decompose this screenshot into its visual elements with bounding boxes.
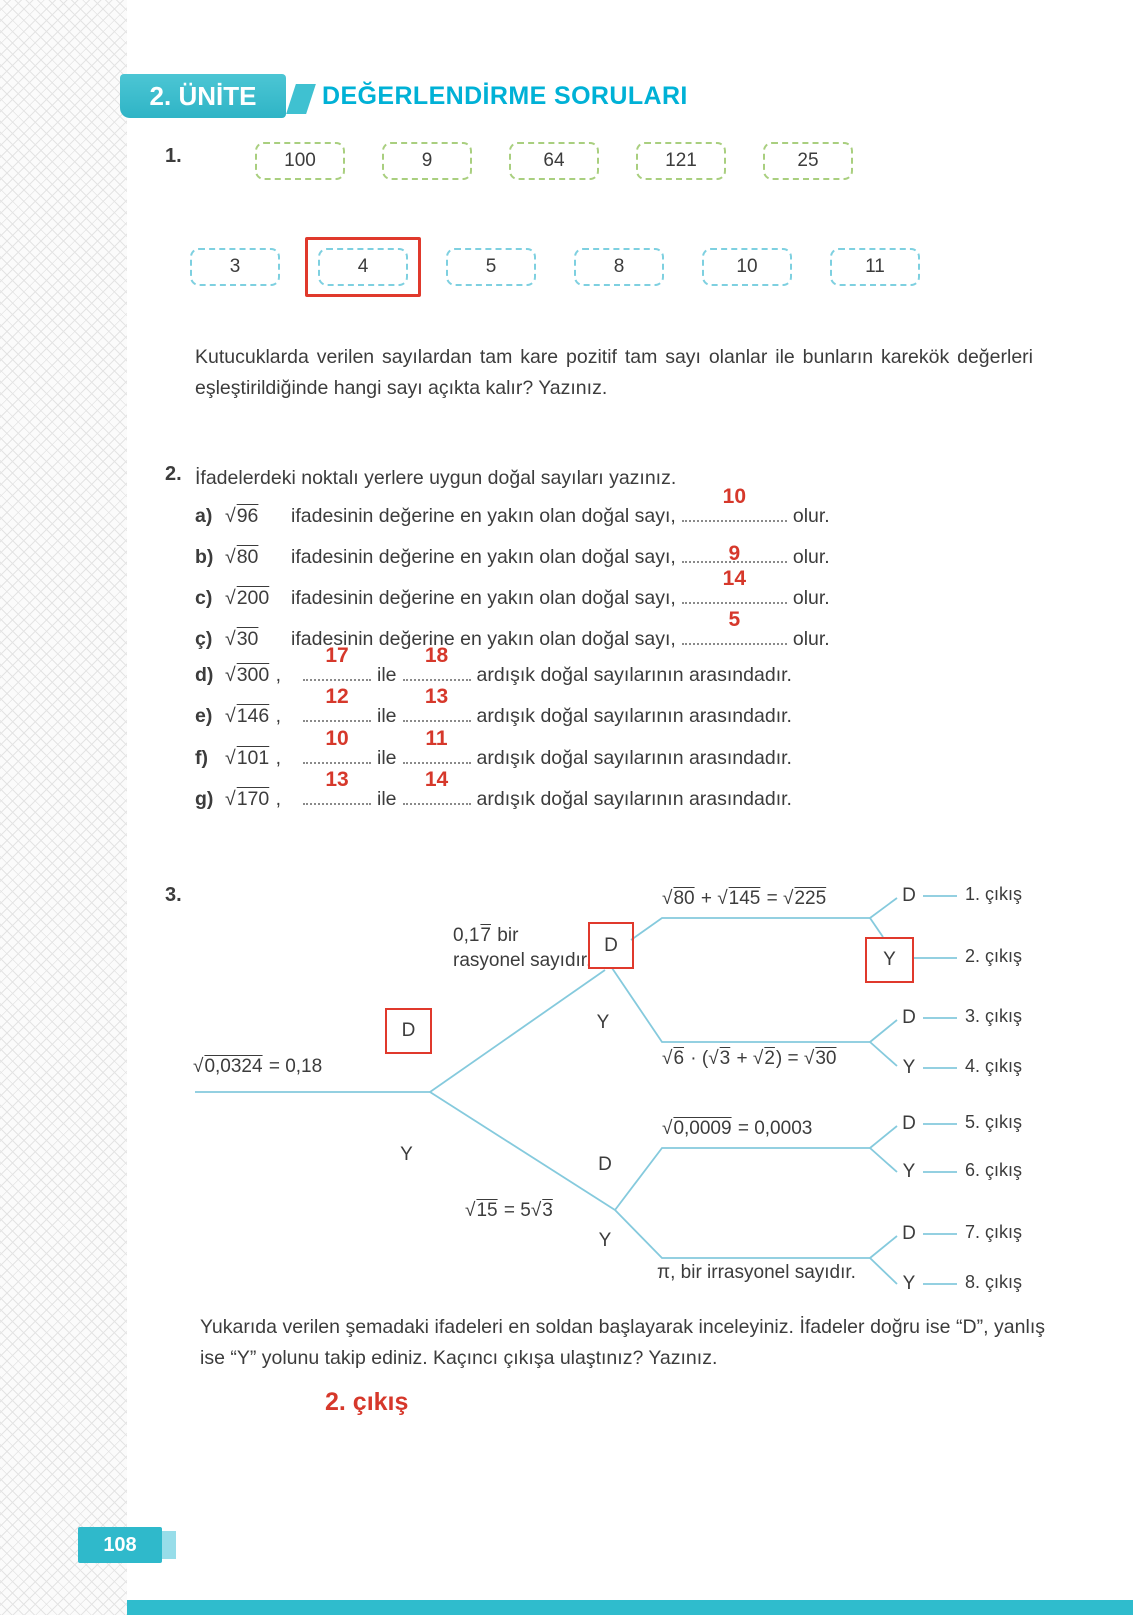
q1-row1 <box>255 142 853 180</box>
sqrt-expression: √30 <box>225 628 259 650</box>
sqrt-expression: √101 , <box>225 747 282 769</box>
handwritten-answer: 13 <box>325 768 349 791</box>
number-box: 3 <box>190 248 280 286</box>
sqrt-expression: √96 <box>225 505 259 527</box>
q2-item-f <box>195 727 792 770</box>
tree-start-expression: √0,0324 = 0,18 <box>193 1056 323 1077</box>
unit-badge: 2. ÜNİTE <box>120 74 286 118</box>
statement-line2: rasyonel sayıdır. <box>453 950 592 971</box>
leaf-y-6: Y <box>902 1161 916 1182</box>
answer-blank <box>303 768 371 805</box>
handwritten-answer: 14 <box>722 567 747 590</box>
q3-text: Yukarıda verilen şemadaki ifadeleri en soldan başlayarak inceleyiniz. İfadeler doğru ise “D”, yanlış ise “Y” yolunu takip ediniz. Kaçıncı çıkışa ulaştınız? Yazınız. <box>200 1316 1045 1369</box>
item-letter: b) <box>195 546 214 568</box>
answer-blank <box>403 727 471 764</box>
handwritten-answer: 11 <box>425 727 448 750</box>
number-box: 64 <box>509 142 599 180</box>
exit-label-3: 3. çıkış <box>965 1006 1023 1026</box>
leaf-y-2: Y <box>865 937 914 983</box>
tree-node-d2: D <box>588 922 634 969</box>
answer-blank <box>303 685 371 722</box>
item-letter: ç) <box>195 628 213 650</box>
crosshatch-margin <box>0 0 127 1615</box>
q1-number: 1. <box>165 145 182 167</box>
ile-text: ile <box>377 747 397 769</box>
handwritten-answer: 9 <box>728 542 741 565</box>
item-letter: d) <box>195 664 214 686</box>
answer-blank <box>682 485 787 522</box>
item-end: olur. <box>792 587 830 609</box>
exit-label-7: 7. çıkış <box>965 1222 1023 1242</box>
tree-bottom-statement: √15 = 5√3 <box>465 1200 553 1221</box>
answer-blank <box>403 768 471 805</box>
q2-item-e <box>195 685 792 728</box>
exit-label-1: 1. çıkış <box>965 884 1023 904</box>
sqrt-expression: √300 , <box>225 664 282 686</box>
leaf-y-8: Y <box>902 1273 916 1294</box>
item-letter: e) <box>195 705 213 727</box>
item-letter: c) <box>195 587 213 609</box>
q2-item-g <box>195 768 792 811</box>
page-title: DEĞERLENDİRME SORULARI <box>322 82 688 110</box>
sqrt-expression: √200 <box>225 587 270 609</box>
tree-node-y3: Y <box>598 1230 612 1251</box>
item-end: olur. <box>792 628 830 650</box>
sqrt-expression: √80 <box>225 546 259 568</box>
decision-tree-diagram <box>165 880 1065 1325</box>
tree-node-d3: D <box>598 1154 612 1175</box>
handwritten-answer: 10 <box>722 485 747 508</box>
number-box: 121 <box>636 142 726 180</box>
sqrt-expression: √170 , <box>225 788 282 810</box>
q2-item-c <box>195 567 830 610</box>
item-end: ardışık doğal sayılarının arasındadır. <box>476 747 792 769</box>
tree-expression-t1: √80 + √145 = √225 <box>662 888 827 909</box>
ile-text: ile <box>377 788 397 810</box>
exit-label-4: 4. çıkış <box>965 1056 1023 1076</box>
exit-label-2: 2. çıkış <box>965 946 1023 966</box>
item-end: ardışık doğal sayılarının arasındadır. <box>476 788 792 810</box>
answer-blank <box>303 727 371 764</box>
bottom-accent-bar <box>127 1600 1133 1615</box>
item-letter: f) <box>195 747 208 769</box>
item-letter: g) <box>195 788 214 810</box>
handwritten-answer: 13 <box>424 685 449 708</box>
handwritten-answer: 17 <box>325 644 349 667</box>
number-box: 8 <box>574 248 664 286</box>
number-box: 10 <box>702 248 792 286</box>
item-end: olur. <box>792 546 830 568</box>
tree-expression-b2: π, bir irrasyonel sayıdır. <box>657 1262 856 1283</box>
q2-item-a <box>195 485 830 528</box>
handwritten-answer: 18 <box>424 644 449 667</box>
number-box: 11 <box>830 248 920 286</box>
leaf-d-3: D <box>902 1007 916 1028</box>
q3-number: 3. <box>165 884 182 906</box>
leaf-d-5: D <box>902 1113 916 1134</box>
q1-row2 <box>190 248 920 286</box>
answer-blank <box>682 608 787 645</box>
item-text: ifadesinin değerine en yakın olan doğal sayı, <box>291 546 676 568</box>
answer-blank <box>403 685 471 722</box>
item-end: ardışık doğal sayılarının arasındadır. <box>476 705 792 727</box>
answer-blank <box>303 644 371 681</box>
leaf-y-4: Y <box>902 1057 916 1078</box>
exit-label-5: 5. çıkış <box>965 1112 1023 1132</box>
leaf-d-1: D <box>902 885 916 906</box>
q1-text: Kutucuklarda verilen sayılardan tam kare pozitif tam sayı olanlar ile bunların karekök değerleri eşleştirildiğinde hangi sayı açıkta kalır? Yazınız. <box>195 346 1033 399</box>
q3-handwritten-answer: 2. çıkış <box>325 1388 409 1416</box>
item-letter: a) <box>195 505 213 527</box>
answer-blank <box>403 644 471 681</box>
answer-blank <box>682 567 787 604</box>
number-box: 9 <box>382 142 472 180</box>
sqrt-expression: √146 , <box>225 705 282 727</box>
number-box: 5 <box>446 248 536 286</box>
handwritten-answer: 5 <box>728 608 741 631</box>
page-number: 108 <box>78 1527 162 1563</box>
item-text: ifadesinin değerine en yakın olan doğal sayı, <box>291 505 676 527</box>
item-text: ifadesinin değerine en yakın olan doğal sayı, <box>291 587 676 609</box>
item-end: olur. <box>792 505 830 527</box>
handwritten-answer: 14 <box>424 768 449 791</box>
answer-blank <box>682 542 787 565</box>
tree-top-statement <box>453 923 591 973</box>
ile-text: ile <box>377 664 397 686</box>
q2-item-b <box>195 542 830 569</box>
q2-item-d <box>195 644 792 687</box>
ile-text: ile <box>377 705 397 727</box>
statement-line1: 0,17 bir <box>453 925 519 946</box>
tree-node-y-main: Y <box>400 1144 413 1165</box>
number-box: 4 <box>318 248 408 286</box>
answer-highlight-box <box>318 248 408 286</box>
q2-item-c2 <box>195 608 830 651</box>
leaf-d-7: D <box>902 1223 916 1244</box>
tree-node-y2: Y <box>596 1012 610 1033</box>
exit-label-8: 8. çıkış <box>965 1272 1023 1292</box>
exit-label-6: 6. çıkış <box>965 1160 1023 1180</box>
handwritten-answer: 12 <box>325 685 349 708</box>
q2-number: 2. <box>165 463 182 485</box>
tree-expression-b1: √0,0009 = 0,0003 <box>662 1118 813 1139</box>
tree-node-d-main: D <box>385 1008 432 1054</box>
item-end: ardışık doğal sayılarının arasındadır. <box>476 664 792 686</box>
handwritten-answer: 10 <box>325 727 349 750</box>
tree-expression-t2: √6 · (√3 + √2) = √30 <box>662 1048 837 1069</box>
number-box: 25 <box>763 142 853 180</box>
header-arrow-icon <box>286 84 316 114</box>
q2-prompt: İfadelerdeki noktalı yerlere uygun doğal sayıları yazınız. <box>195 467 677 489</box>
number-box: 100 <box>255 142 345 180</box>
item-text: ifadesinin değerine en yakın olan doğal sayı, <box>291 628 676 650</box>
